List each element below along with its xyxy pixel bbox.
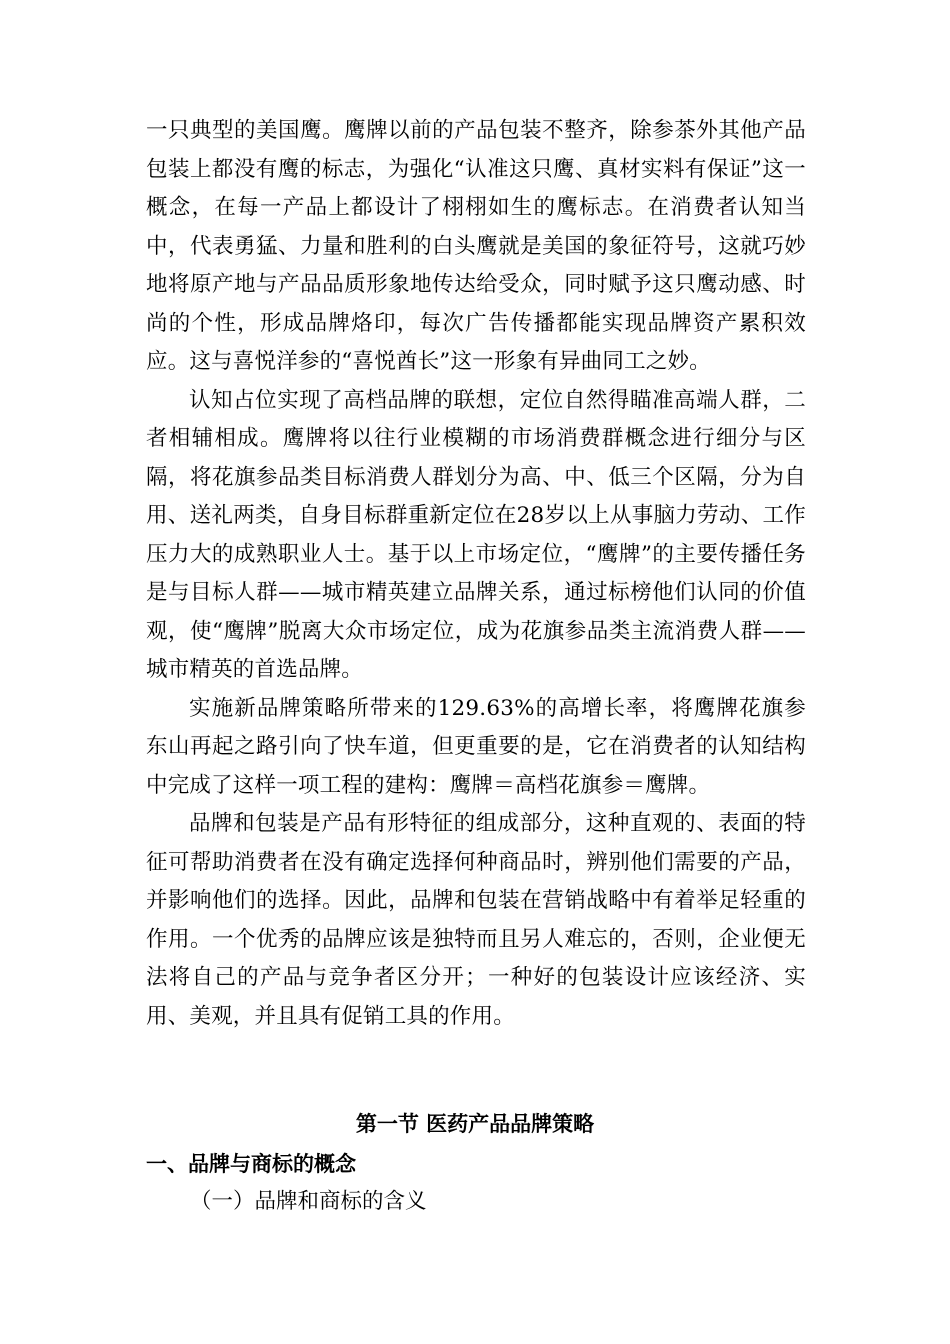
paragraph-positioning: 认知占位实现了高档品牌的联想，定位自然得瞄准高端人群，二者相辅相成。鹰牌将以往行业模糊的市场消费群概念进行细分与区隔，将花旗参品类目标消费人群划分为高、中、低三个区隔，分为自用、送礼两类，自身目标群重新定位在28岁以上从事脑力劳动、工作压力大的成熟职业人士。基于以上市场定位，“鹰牌”的主要传播任务是与目标人群——城市精英建立品牌关系，通过标榜他们认同的价值观，使“鹰牌”脱离大众市场定位，成为花旗参品类主流消费人群——城市精英的首选品牌。 bbox=[146, 387, 806, 682]
section-title: 第一节 医药产品品牌策略 bbox=[355, 1112, 595, 1136]
paragraph-growth: 实施新品牌策略所带来的129.63%的高增长率，将鹰牌花旗参东山再起之路引向了快车道，但更重要的是，它在消费者的认知结构中完成了这样一项工程的建构：鹰牌＝高档花旗参＝鹰牌。 bbox=[146, 695, 806, 798]
body-text bbox=[146, 112, 806, 1036]
paragraph-brand-packaging: 品牌和包装是产品有形特征的组成部分，这种直观的、表面的特征可帮助消费者在没有确定选择何种商品时，辨别他们需要的产品，并影响他们的选择。因此，品牌和包装在营销战略中有着举足轻重的作用。一个优秀的品牌应该是独特而且另人难忘的，否则，企业便无法将自己的产品与竞争者区分开；一种好的包装设计应该经济、实用、美观，并且具有促销工具的作用。 bbox=[146, 811, 806, 1029]
heading-level-1: 一、品牌与商标的概念 bbox=[146, 1152, 356, 1176]
heading-level-2: （一）品牌和商标的含义 bbox=[190, 1189, 427, 1214]
paragraph-continued: 一只典型的美国鹰。鹰牌以前的产品包装不整齐，除参茶外其他产品包装上都没有鹰的标志，为强化“认准这只鹰、真材实料有保证”这一概念，在每一产品上都设计了栩栩如生的鹰标志。在消费者认知当中，代表勇猛、力量和胜利的白头鹰就是美国的象征符号，这就巧妙地将原产地与产品品质形象地传达给受众，同时赋予这只鹰动感、时尚的个性，形成品牌烙印，每次广告传播都能实现品牌资产累积效应。这与喜悦洋参的“喜悦酋长”这一形象有异曲同工之妙。 bbox=[146, 118, 806, 374]
